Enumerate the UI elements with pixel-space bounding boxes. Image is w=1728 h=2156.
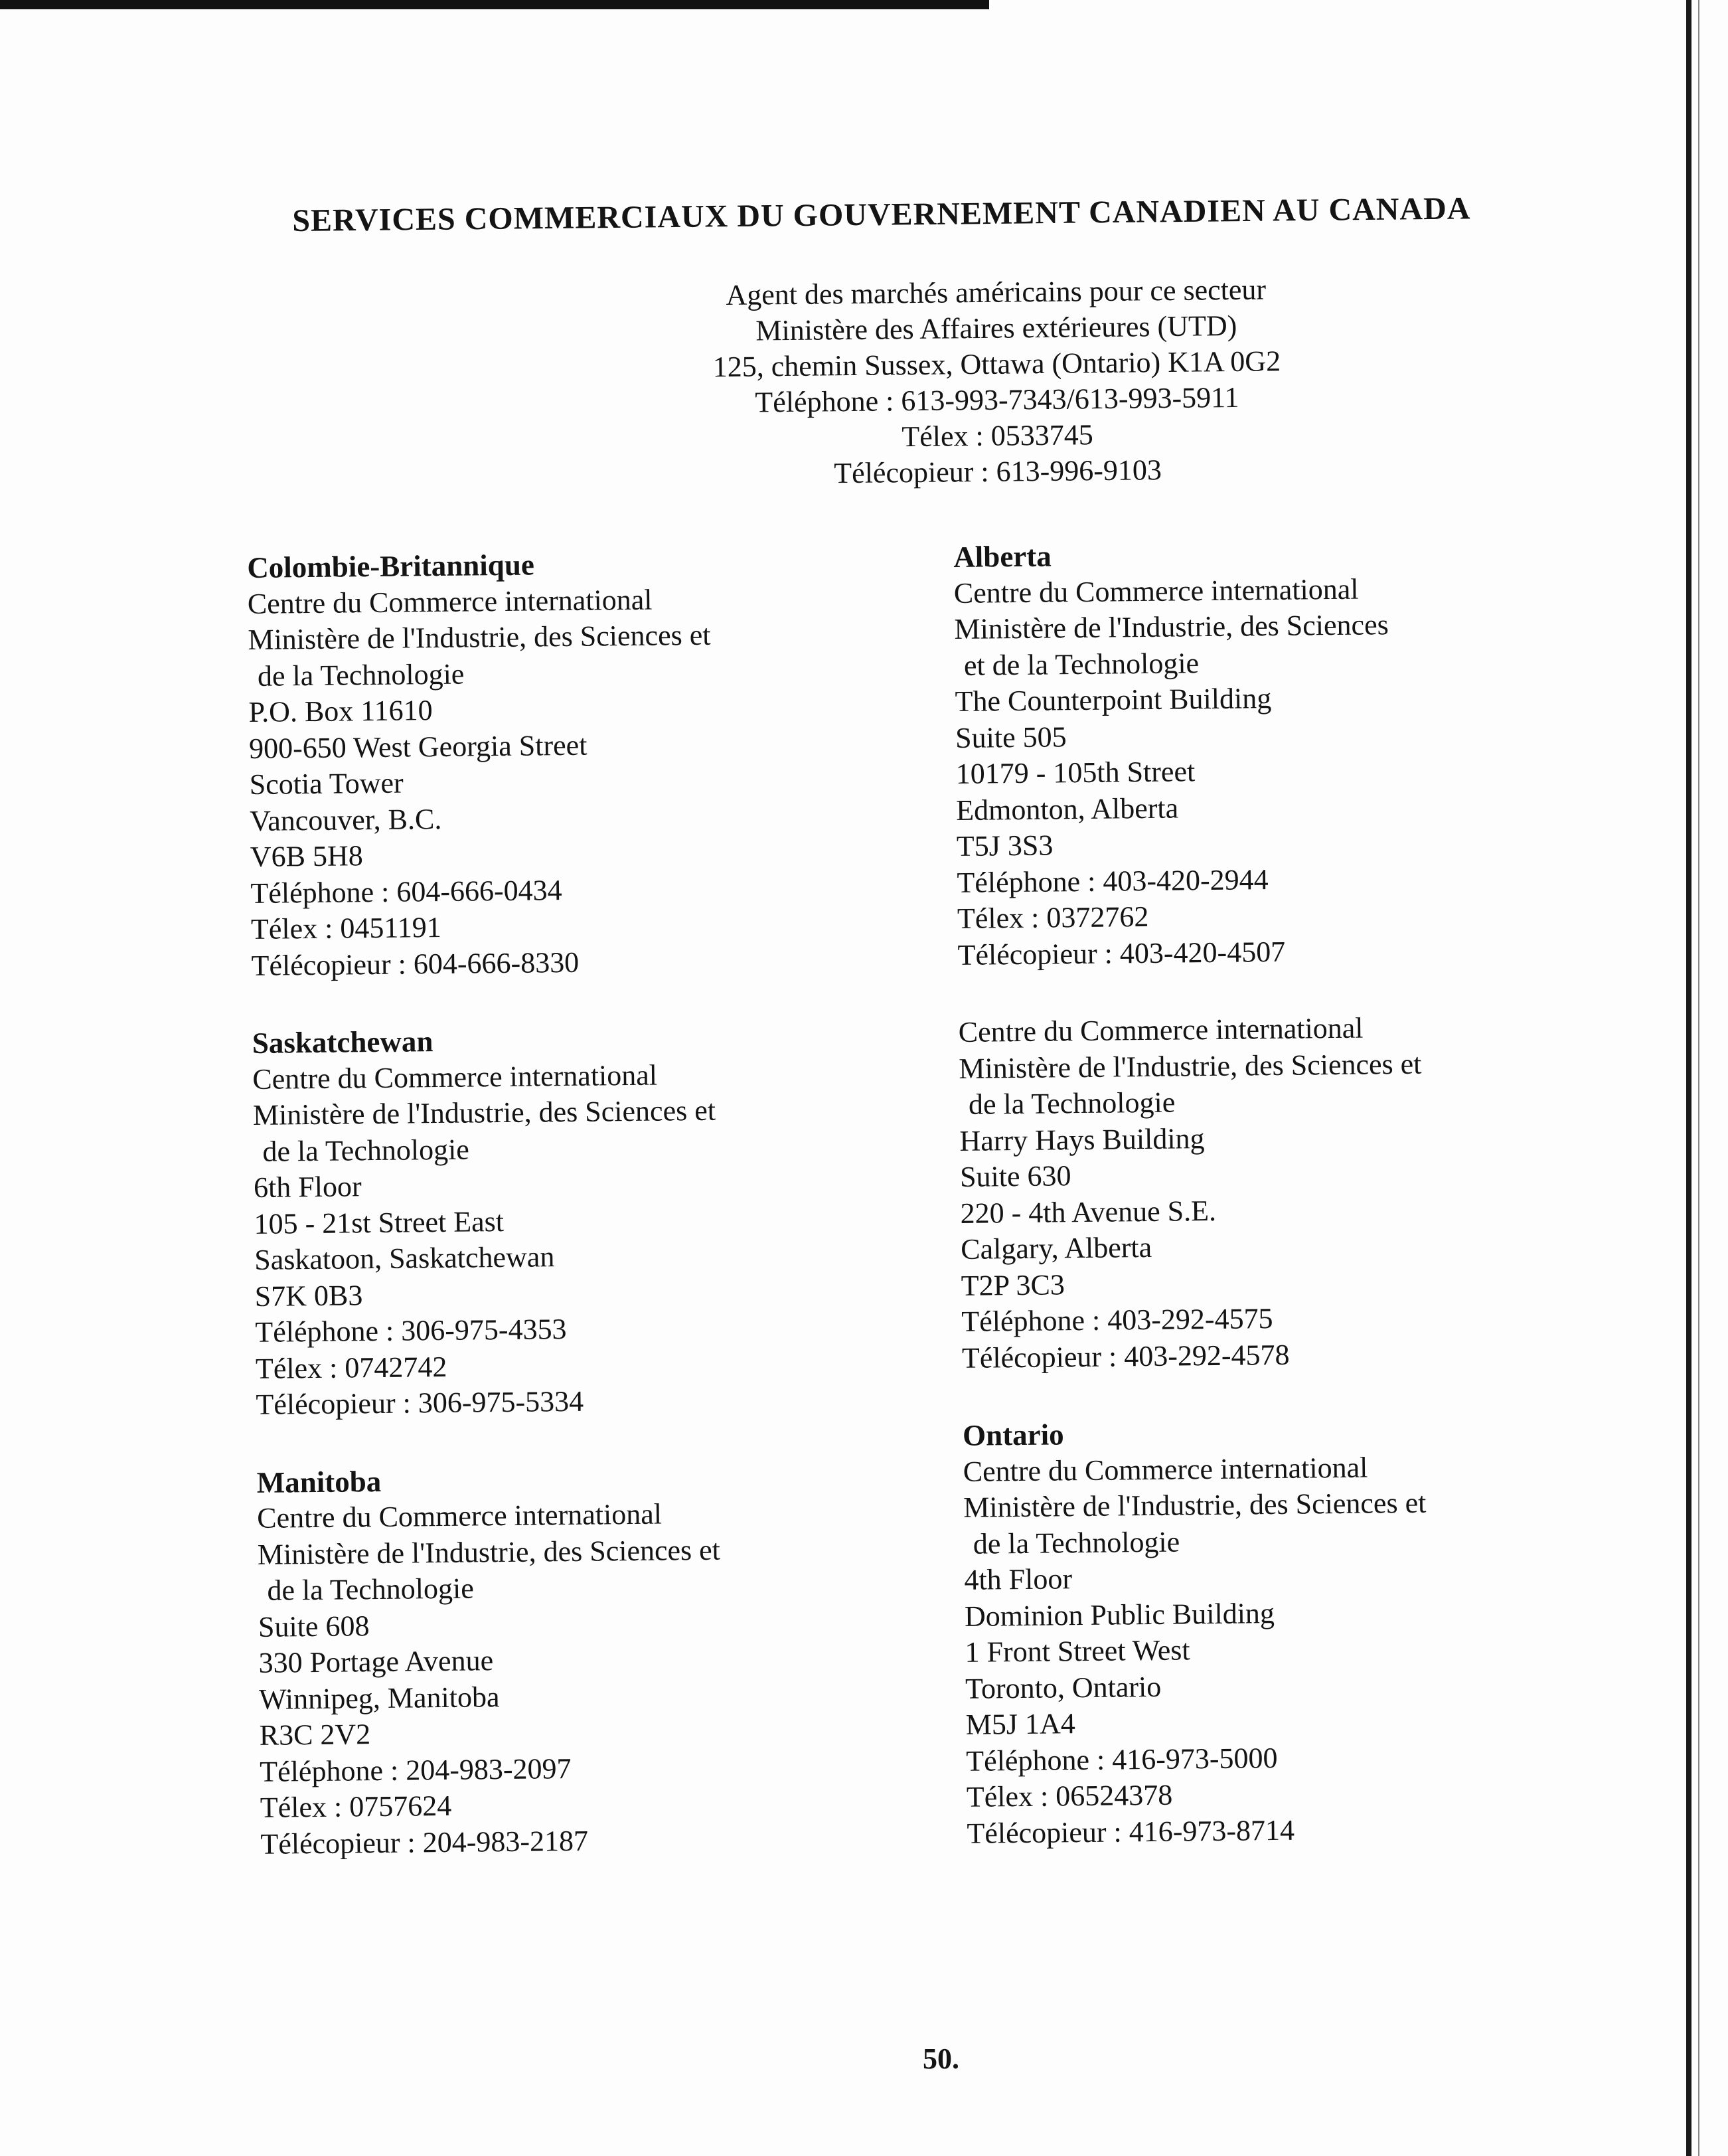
office-telex: Télex : 0451191 (250, 910, 441, 946)
office-line: T5J 3S3 (956, 829, 1054, 863)
office-line: V6B 5H8 (250, 839, 363, 873)
agency-address-block (597, 270, 1396, 494)
office-line: P.O. Box 11610 (248, 694, 433, 728)
office-line: S7K 0B3 (254, 1278, 363, 1313)
office-line: The Counterpoint Building (955, 681, 1272, 718)
office-line: Toronto, Ontario (965, 1670, 1162, 1705)
office-line: Centre du Commerce international (953, 572, 1359, 610)
office-line: de la Technologie (968, 1086, 1176, 1121)
office-line: 10179 - 105th Street (955, 755, 1196, 790)
office-heading: Colombie-Britannique (247, 548, 535, 584)
office-line: Centre du Commerce international (963, 1451, 1368, 1488)
office-line: Harry Hays Building (959, 1121, 1205, 1157)
office-telex: Télex : 06524378 (966, 1778, 1173, 1813)
office-colombie-britannique (247, 543, 915, 984)
office-line: Centre du Commerce international (958, 1011, 1364, 1048)
office-line: M5J 1A4 (965, 1707, 1075, 1741)
office-line: Ministère de l'Industrie, des Sciences et (963, 1486, 1427, 1524)
office-telex: Télex : 0372762 (957, 900, 1149, 935)
office-line: 1 Front Street West (965, 1633, 1190, 1669)
office-line: 900-650 West Georgia Street (248, 728, 588, 765)
office-line: Suite 630 (959, 1159, 1071, 1193)
office-manitoba (256, 1457, 924, 1863)
office-line: Calgary, Alberta (960, 1230, 1152, 1266)
office-ontario (963, 1410, 1631, 1851)
office-line: Winnipeg, Manitoba (258, 1680, 500, 1716)
office-line: de la Technologie (973, 1525, 1180, 1560)
page-number: 50. (923, 2042, 959, 2075)
office-fax: Télécopieur : 403-420-4507 (957, 935, 1286, 971)
office-heading: Manitoba (256, 1464, 382, 1499)
agency-line: Télex : 0533745 (902, 418, 1093, 454)
office-line: Suite 608 (258, 1609, 370, 1643)
office-line: Centre du Commerce international (247, 583, 653, 620)
office-line: Ministère de l'Industrie, des Sciences et (248, 618, 711, 656)
office-telex: Télex : 0757624 (260, 1789, 452, 1824)
office-fax: Télécopieur : 604-666-8330 (251, 946, 580, 982)
office-line: R3C 2V2 (259, 1718, 371, 1752)
office-line: de la Technologie (262, 1133, 470, 1168)
office-phone: Téléphone : 403-420-2944 (957, 863, 1269, 899)
office-line: Ministère de l'Industrie, des Sciences (954, 608, 1389, 645)
agency-line: Agent des marchés américains pour ce secteur (726, 273, 1267, 311)
office-line: de la Technologie (267, 1572, 474, 1607)
right-edge-thin-rule (1698, 0, 1699, 2156)
office-heading: Ontario (962, 1418, 1064, 1452)
agency-line: Téléphone : 613-993-7343/613-993-5911 (755, 380, 1239, 419)
office-phone: Téléphone : 204-983-2097 (260, 1752, 572, 1788)
office-heading: Saskatchewan (252, 1025, 433, 1060)
office-fax: Télécopieur : 403-292-4578 (961, 1338, 1290, 1374)
office-line: 330 Portage Avenue (258, 1644, 494, 1679)
office-line: 4th Floor (964, 1562, 1073, 1596)
office-line: Centre du Commerce international (252, 1058, 658, 1096)
office-fax: Télécopieur : 416-973-8714 (967, 1813, 1295, 1850)
office-line: Dominion Public Building (964, 1596, 1275, 1633)
agency-line: Ministère des Affaires extérieures (UTD) (755, 309, 1237, 347)
office-alberta-edmonton (953, 533, 1622, 973)
agency-line: 125, chemin Sussex, Ottawa (Ontario) K1A 0G2 (712, 345, 1281, 384)
right-column (953, 533, 1631, 1893)
office-line: 6th Floor (253, 1170, 362, 1204)
office-line: T2P 3C3 (961, 1268, 1065, 1302)
office-heading: Alberta (953, 539, 1052, 574)
office-saskatchewan (252, 1018, 919, 1423)
office-line: Suite 505 (955, 720, 1067, 754)
office-line: Saskatoon, Saskatchewan (254, 1240, 555, 1276)
office-line: Scotia Tower (249, 766, 404, 801)
office-phone: Téléphone : 306-975-4353 (255, 1313, 567, 1349)
office-line: 220 - 4th Avenue S.E. (960, 1194, 1217, 1230)
office-line: Ministère de l'Industrie, des Sciences et (252, 1094, 716, 1131)
page-title: SERVICES COMMERCIAUX DU GOUVERNEMENT CANADIEN AU CANADA (292, 191, 1471, 238)
agency-line: Télécopieur : 613-996-9103 (834, 454, 1162, 490)
office-fax: Télécopieur : 204-983-2187 (260, 1824, 589, 1861)
office-alberta-calgary (958, 1007, 1626, 1376)
office-line: 105 - 21st Street East (254, 1204, 505, 1240)
right-edge-rule (1686, 0, 1691, 2156)
top-edge-rule (0, 0, 989, 9)
office-phone: Téléphone : 604-666-0434 (250, 873, 562, 910)
office-telex: Télex : 0742742 (255, 1350, 447, 1385)
office-fax: Télécopieur : 306-975-5334 (256, 1384, 584, 1421)
left-column (247, 543, 925, 1904)
office-line: et de la Technologie (963, 646, 1200, 682)
office-phone: Téléphone : 416-973-5000 (966, 1741, 1278, 1778)
office-line: Ministère de l'Industrie, des Sciences et (257, 1533, 721, 1571)
office-line: de la Technologie (257, 657, 465, 693)
office-phone: Téléphone : 403-292-4575 (961, 1302, 1273, 1338)
office-line: Centre du Commerce international (257, 1497, 663, 1534)
office-line: Vancouver, B.C. (250, 802, 442, 837)
office-line: Ministère de l'Industrie, des Sciences et (959, 1047, 1422, 1085)
office-line: Edmonton, Alberta (956, 791, 1179, 827)
